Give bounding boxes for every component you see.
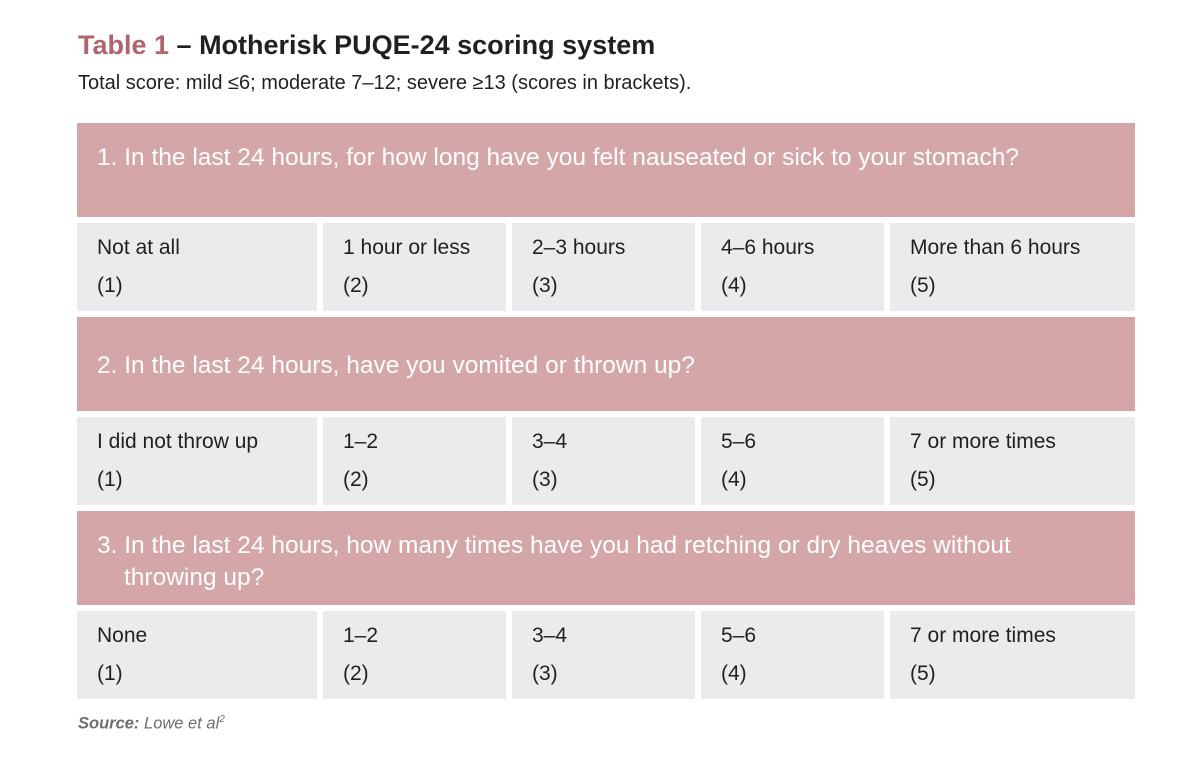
- answer-score: (4): [721, 662, 747, 685]
- answer-score: (5): [910, 662, 936, 685]
- answer-label: Not at all: [97, 236, 180, 259]
- table-title-text: – Motherisk PUQE-24 scoring system: [169, 30, 656, 60]
- question-row-3: [77, 511, 1135, 605]
- source-text: Lowe et al: [139, 714, 220, 733]
- table-number: Table 1: [78, 30, 170, 60]
- answer-score: (2): [343, 468, 369, 491]
- answer-score: (5): [910, 468, 936, 491]
- answer-label: 7 or more times: [910, 430, 1056, 453]
- answer-label: 2–3 hours: [532, 236, 626, 259]
- question-text-1: 1. In the last 24 hours, for how long have you felt nauseated or sick to your stomach?: [97, 144, 1020, 171]
- answer-score: (3): [532, 468, 558, 491]
- table-title: [78, 30, 655, 61]
- puqe-table: [77, 123, 1135, 699]
- answer-score: (5): [910, 274, 936, 297]
- answer-label: 5–6: [721, 430, 757, 453]
- answer-label: 3–4: [532, 430, 568, 453]
- answer-cell: [323, 611, 506, 699]
- answer-score: (1): [97, 274, 123, 297]
- answer-cell: [77, 223, 317, 311]
- answer-label: I did not throw up: [97, 430, 259, 453]
- answer-score: (1): [97, 468, 123, 491]
- answer-cell: [890, 417, 1135, 505]
- answer-cell: [512, 223, 695, 311]
- answer-cell: [323, 417, 506, 505]
- answer-label: None: [97, 624, 148, 647]
- answer-cell: [77, 611, 317, 699]
- answer-cell: [890, 223, 1135, 311]
- question-row-1: [77, 123, 1135, 217]
- answer-label: 1–2: [343, 430, 379, 453]
- source-note: [78, 714, 225, 734]
- table-subtitle: Total score: mild ≤6; moderate 7–12; severe ≥13 (scores in brackets).: [78, 72, 692, 94]
- question-text-2: 2. In the last 24 hours, have you vomited or thrown up?: [97, 352, 695, 379]
- answer-label: 7 or more times: [910, 624, 1056, 647]
- source-label: Source:: [78, 714, 140, 733]
- answer-label: More than 6 hours: [910, 236, 1081, 259]
- answer-cell: [701, 223, 884, 311]
- question-text-3: 3. In the last 24 hours, how many times have you had retching or dry heaves without throwing up?: [97, 532, 1011, 591]
- answer-cell: [323, 223, 506, 311]
- question-row-2: [77, 317, 1135, 411]
- answer-cell: [701, 611, 884, 699]
- answer-score: (3): [532, 274, 558, 297]
- answer-row-2: [77, 417, 1135, 505]
- answer-label: 5–6: [721, 624, 757, 647]
- answer-cell: [701, 417, 884, 505]
- answer-cell: [512, 417, 695, 505]
- answer-label: 1 hour or less: [343, 236, 471, 259]
- answer-row-3: [77, 611, 1135, 699]
- source-reference: 2: [219, 714, 225, 725]
- answer-score: (4): [721, 468, 747, 491]
- answer-cell: [77, 417, 317, 505]
- answer-row-1: [77, 223, 1135, 311]
- answer-cell: [512, 611, 695, 699]
- answer-label: 4–6 hours: [721, 236, 815, 259]
- answer-score: (4): [721, 274, 747, 297]
- answer-cell: [890, 611, 1135, 699]
- answer-label: 1–2: [343, 624, 379, 647]
- answer-score: (3): [532, 662, 558, 685]
- answer-score: (2): [343, 274, 369, 297]
- answer-label: 3–4: [532, 624, 568, 647]
- answer-score: (2): [343, 662, 369, 685]
- answer-score: (1): [97, 662, 123, 685]
